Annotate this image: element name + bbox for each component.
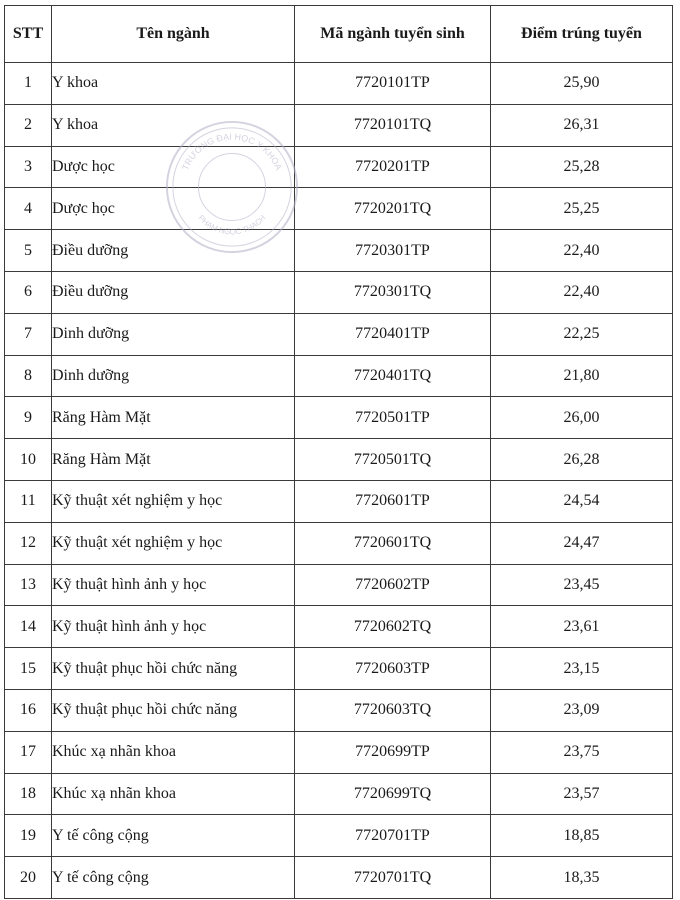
- row-major-name-cell: Kỹ thuật hình ảnh y học: [52, 564, 295, 606]
- table-row: [5, 815, 673, 857]
- row-major-name-cell: Kỹ thuật hình ảnh y học: [52, 606, 295, 648]
- row-stt-cell: 8: [5, 355, 52, 397]
- table-row: [5, 146, 673, 188]
- row-major-name-cell: Y tế công cộng: [52, 815, 295, 857]
- row-score-cell: 26,00: [491, 397, 673, 439]
- row-stt-cell: 16: [5, 689, 52, 731]
- row-major-code-cell: 7720201TQ: [295, 188, 491, 230]
- row-major-name-cell: Răng Hàm Mặt: [52, 439, 295, 481]
- row-score-cell: 23,57: [491, 773, 673, 815]
- row-major-code-cell: 7720101TP: [295, 63, 491, 105]
- row-score-cell: 22,25: [491, 313, 673, 355]
- row-stt-cell: 11: [5, 480, 52, 522]
- row-major-code-cell: 7720501TP: [295, 397, 491, 439]
- row-score-cell: 18,85: [491, 815, 673, 857]
- row-stt-cell: 1: [5, 63, 52, 105]
- row-major-code-cell: 7720601TQ: [295, 522, 491, 564]
- row-stt-cell: 3: [5, 146, 52, 188]
- row-major-name-cell: Điều dưỡng: [52, 230, 295, 272]
- table-row: [5, 773, 673, 815]
- row-major-name-cell: Khúc xạ nhãn khoa: [52, 731, 295, 773]
- table-row: [5, 230, 673, 272]
- row-major-name-cell: Dinh dưỡng: [52, 355, 295, 397]
- table-row: [5, 104, 673, 146]
- row-stt-cell: 2: [5, 104, 52, 146]
- table-row: [5, 63, 673, 105]
- row-major-code-cell: 7720603TP: [295, 648, 491, 690]
- row-major-name-cell: Răng Hàm Mặt: [52, 397, 295, 439]
- header-admission-score: Điểm trúng tuyển: [491, 6, 673, 63]
- admission-scores-table: [4, 5, 673, 899]
- row-major-code-cell: 7720401TP: [295, 313, 491, 355]
- row-stt-cell: 15: [5, 648, 52, 690]
- row-major-code-cell: 7720401TQ: [295, 355, 491, 397]
- row-stt-cell: 10: [5, 439, 52, 481]
- row-score-cell: 25,90: [491, 63, 673, 105]
- row-score-cell: 22,40: [491, 230, 673, 272]
- row-stt-cell: 9: [5, 397, 52, 439]
- row-major-name-cell: Y khoa: [52, 104, 295, 146]
- row-stt-cell: 13: [5, 564, 52, 606]
- row-score-cell: 25,25: [491, 188, 673, 230]
- row-major-code-cell: 7720701TP: [295, 815, 491, 857]
- row-major-code-cell: 7720602TP: [295, 564, 491, 606]
- row-major-code-cell: 7720603TQ: [295, 689, 491, 731]
- row-major-code-cell: 7720601TP: [295, 480, 491, 522]
- row-score-cell: 25,28: [491, 146, 673, 188]
- table-row: [5, 355, 673, 397]
- row-stt-cell: 12: [5, 522, 52, 564]
- row-score-cell: 24,47: [491, 522, 673, 564]
- row-major-code-cell: 7720501TQ: [295, 439, 491, 481]
- row-stt-cell: 19: [5, 815, 52, 857]
- table-row: [5, 188, 673, 230]
- row-score-cell: 23,61: [491, 606, 673, 648]
- row-major-name-cell: Dược học: [52, 146, 295, 188]
- row-score-cell: 26,31: [491, 104, 673, 146]
- row-major-code-cell: 7720699TP: [295, 731, 491, 773]
- row-score-cell: 22,40: [491, 271, 673, 313]
- row-major-code-cell: 7720701TQ: [295, 857, 491, 899]
- table-body: [5, 63, 673, 899]
- row-major-code-cell: 7720101TQ: [295, 104, 491, 146]
- row-stt-cell: 5: [5, 230, 52, 272]
- table-row: [5, 564, 673, 606]
- table-row: [5, 439, 673, 481]
- table-row: [5, 313, 673, 355]
- row-major-name-cell: Kỹ thuật xét nghiệm y học: [52, 480, 295, 522]
- row-major-code-cell: 7720201TP: [295, 146, 491, 188]
- row-score-cell: 23,15: [491, 648, 673, 690]
- row-major-name-cell: Kỹ thuật phục hồi chức năng: [52, 648, 295, 690]
- seal-bottom-text: PHẠM NGỌC THẠCH: [196, 213, 268, 237]
- row-major-name-cell: Y tế công cộng: [52, 857, 295, 899]
- table-row: [5, 731, 673, 773]
- row-stt-cell: 7: [5, 313, 52, 355]
- row-score-cell: 23,75: [491, 731, 673, 773]
- row-major-code-cell: 7720602TQ: [295, 606, 491, 648]
- row-stt-cell: 4: [5, 188, 52, 230]
- row-score-cell: 24,54: [491, 480, 673, 522]
- table-row: [5, 689, 673, 731]
- table-row: [5, 397, 673, 439]
- row-major-code-cell: 7720699TQ: [295, 773, 491, 815]
- row-score-cell: 18,35: [491, 857, 673, 899]
- table-row: [5, 606, 673, 648]
- row-major-name-cell: Kỹ thuật phục hồi chức năng: [52, 689, 295, 731]
- row-stt-cell: 20: [5, 857, 52, 899]
- table-row: [5, 271, 673, 313]
- row-stt-cell: 18: [5, 773, 52, 815]
- row-major-name-cell: Khúc xạ nhãn khoa: [52, 773, 295, 815]
- row-major-name-cell: Dược học: [52, 188, 295, 230]
- row-major-code-cell: 7720301TP: [295, 230, 491, 272]
- table-header: [5, 6, 673, 63]
- header-row: [5, 6, 673, 63]
- table-row: [5, 648, 673, 690]
- row-score-cell: 21,80: [491, 355, 673, 397]
- row-stt-cell: 14: [5, 606, 52, 648]
- header-stt: STT: [5, 6, 52, 63]
- row-score-cell: 23,45: [491, 564, 673, 606]
- row-major-name-cell: Y khoa: [52, 63, 295, 105]
- row-major-code-cell: 7720301TQ: [295, 271, 491, 313]
- row-score-cell: 26,28: [491, 439, 673, 481]
- row-score-cell: 23,09: [491, 689, 673, 731]
- table-row: [5, 522, 673, 564]
- row-stt-cell: 17: [5, 731, 52, 773]
- row-major-name-cell: Điều dưỡng: [52, 271, 295, 313]
- row-major-name-cell: Kỹ thuật xét nghiệm y học: [52, 522, 295, 564]
- row-stt-cell: 6: [5, 271, 52, 313]
- row-major-name-cell: Dinh dưỡng: [52, 313, 295, 355]
- table-row: [5, 480, 673, 522]
- table-row: [5, 857, 673, 899]
- seal-top-text: TRƯỜNG ĐẠI HỌC Y KHOA: [180, 131, 284, 172]
- header-major-name: Tên ngành: [52, 6, 295, 63]
- header-major-code: Mã ngành tuyển sinh: [295, 6, 491, 63]
